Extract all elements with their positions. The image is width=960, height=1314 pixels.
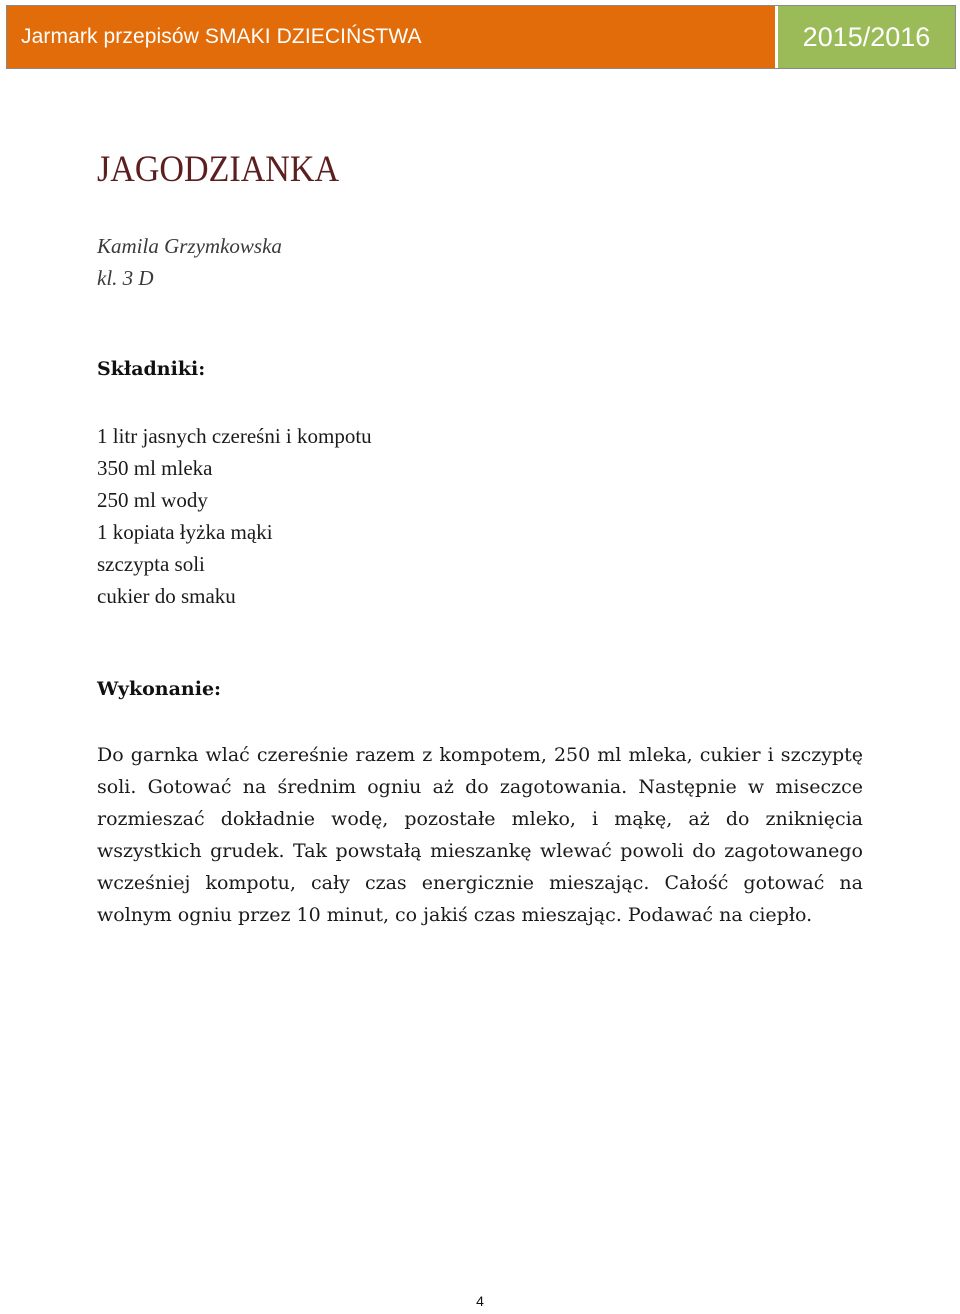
ingredient-item: 1 litr jasnych czereśni i kompotu xyxy=(97,424,372,448)
header-year: 2015/2016 xyxy=(802,21,931,52)
ingredient-item: szczypta soli xyxy=(97,552,205,576)
ingredients-heading: Składniki: xyxy=(97,358,206,380)
page-number: 4 xyxy=(476,1293,484,1309)
author-block xyxy=(97,230,282,294)
ingredient-item: 250 ml wody xyxy=(97,488,208,512)
ingredient-item: 350 ml mleka xyxy=(97,456,213,480)
method-heading: Wykonanie: xyxy=(97,678,222,700)
ingredient-item: cukier do smaku xyxy=(97,584,236,608)
ingredients-list xyxy=(97,420,372,612)
header-title-band xyxy=(7,6,778,68)
ingredient-item: 1 kopiata łyżka mąki xyxy=(97,520,273,544)
author-name: Kamila Grzymkowska xyxy=(97,234,282,258)
author-class: kl. 3 D xyxy=(97,266,154,290)
method-paragraph: Do garnka wlać czereśnie razem z kompotem, 250 ml mleka, cukier i szczyptę soli. Gotować na średnim ogniu aż do zagotowania. Następnie w miseczce rozmieszać dokładnie wodę, pozostałe mleko, i mąkę, aż do zniknięcia wszystkich grudek. Tak powstałą mieszankę wlewać powoli do zagotowanego wcześniej kompotu, cały czas energicznie mieszając. Całość gotować na wolnym ogniu przez 10 minut, co jakiś czas mieszając. Podawać na ciepło. xyxy=(97,744,863,926)
header-title: Jarmark przepisów SMAKI DZIECIŃSTWA xyxy=(21,25,422,48)
header-year-band xyxy=(778,6,955,68)
recipe-title: JAGODZIANKA xyxy=(97,149,340,190)
page-header xyxy=(6,5,956,69)
